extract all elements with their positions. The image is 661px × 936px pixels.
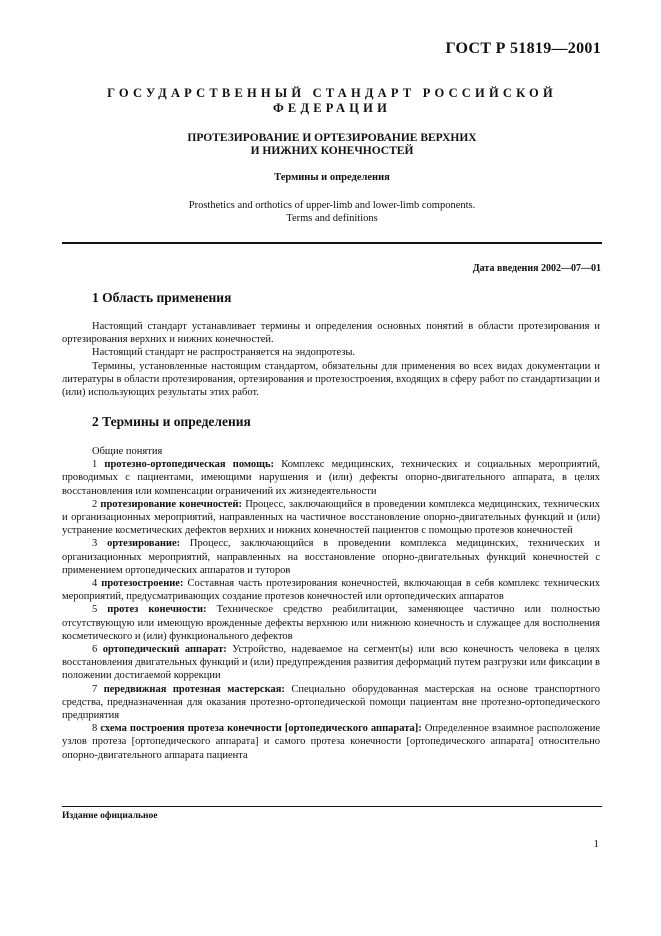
term-item-5: 5 протез конечности: Техническое средство реабилитации, заменяющее частично или полностью отсутствующую или имеющую врожденные дефекты верхнюю или нижнюю конечность и служащее для восполнения косметического и (или) функционального дефектов [62, 604, 600, 642]
document-subtitle: Термины и определения [274, 172, 390, 183]
term-definition: Составная часть протезирования конечностей, включающая в себя комплекс технических мероприятий, предусматривающих создание протезов конечностей или ортопедических аппаратов [62, 578, 601, 603]
paragraph: Настоящий стандарт не распространяется на эндопротезы. [92, 347, 356, 359]
section-1-body [62, 320, 600, 399]
english-title-line-2: Terms and definitions [286, 213, 378, 224]
section-2-heading: 2 Термины и определения [92, 414, 251, 429]
document-title [62, 132, 602, 158]
section-1-heading: 1 Область применения [92, 290, 232, 305]
term-name: протезно-ортопедическая помощь: [104, 459, 275, 471]
term-item-2: 2 протезирование конечностей: Процесс, заключающийся в проведении комплекса медицинских, технических и организационных мероприятий, направленных на частичное восстановление опорно-двигательных функций и (или) устранение косметических дефектов верхних и нижних конечностей пациентов с помощью протезов конечностей [62, 498, 600, 537]
footer-divider [62, 806, 602, 807]
term-name: ортезирование: [107, 538, 181, 550]
official-edition-label: Издание официальное [62, 811, 158, 821]
english-title-line-1: Prosthetics and orthotics of upper-limb and lower-limb components. [188, 200, 476, 211]
term-name: ортопедический аппарат: [102, 644, 227, 656]
term-name: передвижная протезная мастерская: [103, 683, 285, 695]
term-name: протезирование конечностей: [100, 498, 243, 510]
term-item-3: 3 ортезирование: Процесс, заключающийся в проведении комплекса медицинских, технических и организационных мероприятий, направленных на восстановление опорно-двигательных функций конечностей с применением ортопедических аппаратов и туторов [62, 538, 601, 576]
title-line-1: ПРОТЕЗИРОВАНИЕ И ОРТЕЗИРОВАНИЕ ВЕРХНИХ [187, 132, 477, 144]
title-line-2: И НИЖНИХ КОНЕЧНОСТЕЙ [250, 145, 414, 157]
term-definition: Устройство, надеваемое на сегмент(ы) или всю конечность человека в целях восстановления двигательных функций и (или) предупреждения развития деформаций путем разгрузки или фиксации в положении достигаемой коррекции [62, 644, 601, 682]
term-definition: Процесс, заключающийся в проведении комплекса медицинских, технических и организационных мероприятий, направленных на восстановление опорно-двигательных функций конечностей с применением ортопедических аппаратов и туторов [62, 538, 601, 576]
term-item-7: 7 передвижная протезная мастерская: Специально оборудованная мастерская на основе транспортного средства, предназначенная для оказания протезно-ортопедической помощи пациентам вне протезно-ортопедического предприятия [62, 683, 601, 722]
gost-id: ГОСТ Р 51819—2001 [445, 40, 601, 57]
section-2-body [62, 445, 600, 762]
title-divider [62, 242, 602, 244]
term-item-1: 1 протезно-ортопедическая помощь: Комплекс медицинских, технических и социальных мероприятий, проводимых с пациентами, имеющими нарушения и (или) дефекты опорно-двигательного аппарата, в целях восстановления или компенсации ограничений их жизнедеятельности [62, 459, 600, 497]
term-name: протез конечности: [107, 604, 207, 616]
paragraph: Термины, установленные настоящим стандартом, обязательны для применения во всех видах документации и литературы в области протезирования, ортезирования и протезостроения, входящих в сферу работ по стандартизации и (или) использующих результаты этих работ. [62, 360, 600, 399]
page-number: 1 [593, 838, 599, 850]
term-definition: Техническое средство реабилитации, заменяющее частично или полностью отсутствующую или имеющую врожденные дефекты верхнюю или нижнюю конечность и служащее для восполнения косметического и (или) функционального дефектов [62, 604, 600, 642]
term-name: схема построения протеза конечности [ортопедического аппарата]: [100, 723, 422, 735]
state-standard-heading: ГОСУДАРСТВЕННЫЙ СТАНДАРТ РОССИЙСКОЙ ФЕДЕРАЦИИ [107, 86, 557, 115]
term-definition: Процесс, заключающийся в проведении комплекса медицинских, технических и организационных мероприятий, направленных на частичное восстановление опорно-двигательных функций и (или) устранение косметических дефектов верхних и нижних конечностей пациентов с помощью протезов конечностей [62, 498, 600, 537]
term-item-4: 4 протезостроение: Составная часть протезирования конечностей, включающая в себя комплекс технических мероприятий, предусматривающих создание протезов конечностей или ортопедических аппаратов [62, 578, 601, 603]
paragraph: Настоящий стандарт устанавливает термины и определения основных понятий в области протезирования и ортезирования верхних и нижних конечностей. [62, 321, 600, 346]
term-definition: Определенное взаимное расположение узлов протеза [ортопедического аппарата] и самого протеза конечности [ортопедического аппарата] относительно опорно-двигательного аппарата пациента [62, 723, 601, 761]
term-item-8: 8 схема построения протеза конечности [ортопедического аппарата]: Определенное взаимное расположение узлов протеза [ортопедического аппарата] и самого протеза конечности [ортопедического аппарата] относительно опорно-двигательного аппарата пациента [62, 723, 601, 761]
term-definition: Комплекс медицинских, технических и социальных мероприятий, проводимых с пациентами, имеющими нарушения и (или) дефекты опорно-двигательного аппарата, в целях восстановления или компенсации ограничений их жизнедеятельности [62, 459, 600, 497]
term-item-6: 6 ортопедический аппарат: Устройство, надеваемое на сегмент(ы) или всю конечность человека в целях восстановления двигательных функций и (или) предупреждения развития деформаций путем разгрузки или фиксации в положении достигаемой коррекции [62, 644, 601, 682]
english-title [62, 199, 602, 225]
term-definition: Специально оборудованная мастерская на основе транспортного средства, предназначенная для оказания протезно-ортопедической помощи пациентам вне протезно-ортопедического предприятия [62, 683, 601, 722]
term-name: протезостроение: [101, 578, 184, 590]
introduction-date: Дата введения 2002—07—01 [472, 263, 601, 274]
general-concepts-label: Общие понятия [92, 446, 163, 457]
